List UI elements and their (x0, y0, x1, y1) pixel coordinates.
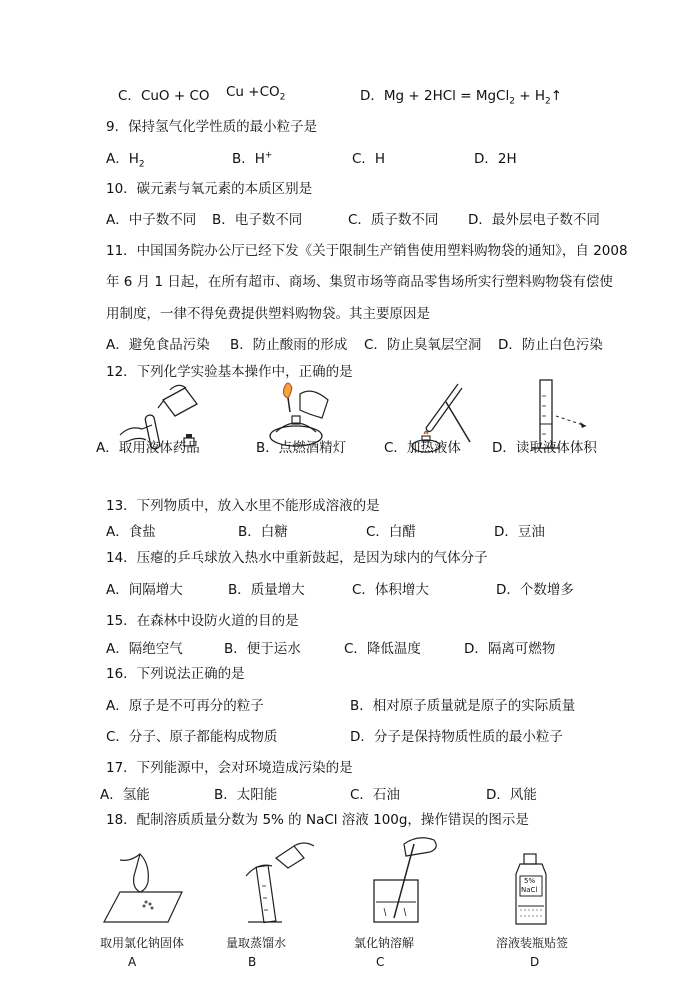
q8-d-sub2: 2 (545, 96, 551, 107)
q17-option-a: A．氢能 (100, 787, 150, 803)
q14-option-a: A．间隔增大 (106, 582, 183, 598)
q13-option-c: C．白醋 (366, 524, 416, 540)
q10-option-c: C．质子数不同 (348, 212, 439, 228)
q10-option-d: D．最外层电子数不同 (468, 212, 600, 228)
q9-option-c: C．H (352, 151, 386, 167)
q12-stem: 12．下列化学实验基本操作中，正确的是 (106, 364, 353, 380)
q11-option-a: A．避免食品污染 (106, 337, 210, 353)
figure-measure-water (236, 836, 326, 931)
q18-caption-c: 氯化钠溶解 (354, 936, 415, 950)
q18-caption-d: 溶液装瓶贴签 (496, 936, 569, 950)
q8-c-products-text: Cu +CO (226, 84, 280, 100)
q13-option-a: A．食盐 (106, 524, 156, 540)
q17-option-c: C．石油 (350, 787, 400, 803)
q14-option-d: D．个数增多 (496, 582, 574, 598)
q11-line1: 11．中国国务院办公厅已经下发《关于限制生产销售使用塑料购物袋的通知》，自 2008 (106, 243, 628, 259)
q9-b-text: B．H (232, 151, 265, 167)
q13-option-b: B．白糖 (238, 524, 288, 540)
q13-option-d: D．豆油 (494, 524, 545, 540)
q15-option-d: D．隔离可燃物 (464, 641, 556, 657)
q16-option-c: C．分子、原子都能构成物质 (106, 729, 278, 745)
bottle-label-nacl: NaCl (521, 886, 538, 894)
q18-letter-a: A (128, 955, 137, 969)
q17-option-d: D．风能 (486, 787, 537, 803)
q9-option-b (232, 147, 272, 167)
figure-bottle-label (508, 852, 554, 928)
q14-option-c: C．体积增大 (352, 582, 429, 598)
q18-caption-a: 取用氯化钠固体 (100, 936, 185, 950)
q18-letter-b: B (248, 955, 257, 969)
q9-b-sup: + (264, 150, 273, 161)
q18-stem: 18．配制溶质质量分数为 5% 的 NaCl 溶液 100g，操作错误的图示是 (106, 812, 529, 828)
q12-option-a: A．取用液体药品 (96, 440, 200, 456)
q9-option-d: D．2H (474, 151, 517, 167)
q17-stem: 17．下列能源中，会对环境造成污染的是 (106, 760, 353, 776)
q8-d-rest: + H (514, 88, 545, 104)
q8-c-products-sub: 2 (279, 92, 286, 103)
q8-option-d (360, 84, 562, 107)
q8-option-c (118, 84, 210, 104)
q8-c-reactants: CuO + CO (140, 88, 210, 104)
q11-line2: 年 6 月 1 日起，在所有超市、商场、集贸市场等商品零售场所实行塑料购物袋有偿使 (106, 274, 613, 290)
q15-option-b: B．便于运水 (224, 641, 301, 657)
q10-stem: 10．碳元素与氧元素的本质区别是 (106, 181, 313, 197)
q9-option-a (106, 147, 145, 170)
q17-option-b: B．太阳能 (214, 787, 278, 803)
q8-d-sub1: 2 (509, 96, 515, 107)
q12-option-d: D．读取液体体积 (492, 440, 597, 456)
q16-option-b: B．相对原子质量就是原子的实际质量 (350, 698, 576, 714)
q12-option-b: B．点燃酒精灯 (256, 440, 347, 456)
q15-option-c: C．降低温度 (344, 641, 421, 657)
q18-letter-c: C (376, 955, 385, 969)
q15-stem: 15．在森林中设防火道的目的是 (106, 613, 299, 629)
q9-a-text: A．H (106, 151, 139, 167)
figure-dissolve-nacl (364, 830, 454, 930)
q10-option-b: B．电子数不同 (212, 212, 303, 228)
q16-option-d: D．分子是保持物质性质的最小粒子 (350, 729, 563, 745)
q9-stem: 9．保持氢气化学性质的最小粒子是 (106, 119, 318, 135)
q8-c-products (226, 84, 285, 103)
q16-stem: 16．下列说法正确的是 (106, 666, 245, 682)
bottle-label-percent: 5% (524, 877, 536, 885)
q11-option-d: D．防止白色污染 (498, 337, 603, 353)
q16-option-a: A．原子是不可再分的粒子 (106, 698, 264, 714)
q18-letter-d: D (530, 955, 540, 969)
q11-option-b: B．防止酸雨的形成 (230, 337, 348, 353)
q15-option-a: A．隔绝空气 (106, 641, 183, 657)
q10-option-a: A．中子数不同 (106, 212, 197, 228)
q11-line3: 用制度，一律不得免费提供塑料购物袋。其主要原因是 (106, 306, 430, 322)
q11-option-c: C．防止臭氧层空洞 (364, 337, 482, 353)
q8-d-text: D．Mg + 2HCl = MgCl (360, 88, 510, 104)
q8-d-arrow: ↑ (550, 88, 563, 104)
q14-stem: 14．压瘪的乒乓球放入热水中重新鼓起，是因为球内的气体分子 (106, 550, 488, 566)
q13-stem: 13．下列物质中，放入水里不能形成溶液的是 (106, 498, 380, 514)
q8-c-label: C． (118, 88, 141, 104)
q9-a-sub: 2 (138, 159, 145, 170)
q18-caption-b: 量取蒸馏水 (226, 936, 287, 950)
q14-option-b: B．质量增大 (228, 582, 305, 598)
q12-option-c: C．加热液体 (384, 440, 461, 456)
figure-take-nacl (100, 846, 190, 926)
